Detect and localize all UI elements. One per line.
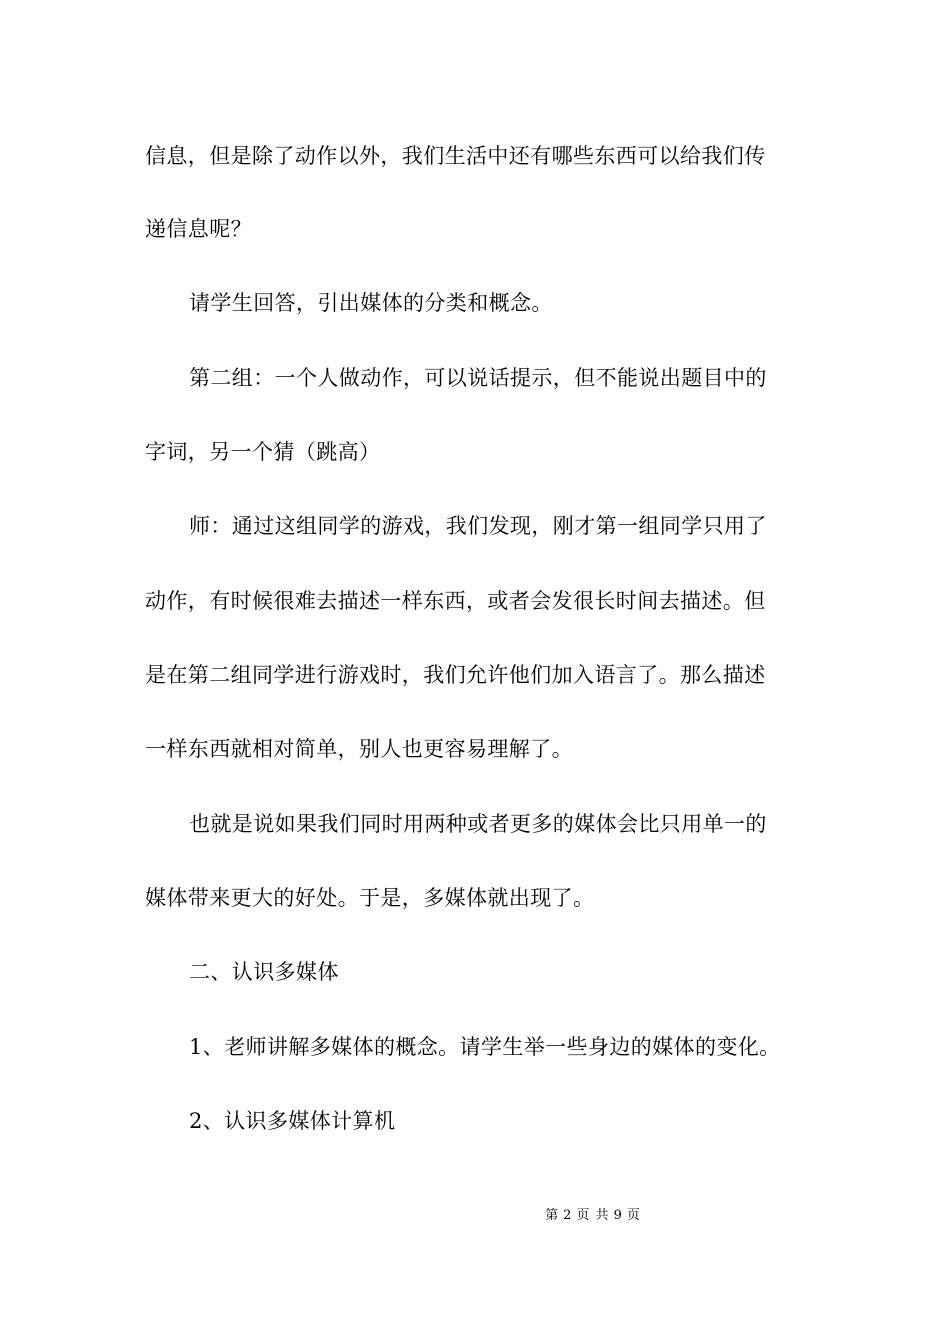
paragraph-line: 一样东西就相对简单，别人也更容易理解了。 <box>145 737 573 761</box>
paragraph-line: 媒体带来更大的好处。于是，多媒体就出现了。 <box>145 886 595 910</box>
footer-total-pages: 9 <box>613 1208 623 1223</box>
footer-prefix: 第 <box>545 1208 560 1223</box>
section-heading: 二、认识多媒体 <box>189 960 339 984</box>
paragraph-line: 字词，另一个猜（跳高） <box>145 440 381 464</box>
paragraph-line: 信息，但是除了动作以外，我们生活中还有哪些东西可以给我们传 <box>145 144 766 168</box>
footer-mid: 页 共 <box>576 1208 610 1223</box>
page-footer <box>0 1207 950 1225</box>
paragraph-line: 师：通过这组同学的游戏，我们发现，刚才第一组同学只用了 <box>189 514 767 538</box>
paragraph-line: 第二组：一个人做动作，可以说话提示，但不能说出题目中的 <box>189 366 767 390</box>
paragraph-line: 是在第二组同学进行游戏时，我们允许他们加入语言了。那么描述 <box>145 663 766 687</box>
list-item: 1、老师讲解多媒体的概念。请学生举一些身边的媒体的变化。 <box>189 1035 781 1059</box>
list-item: 2、认识多媒体计算机 <box>189 1109 396 1133</box>
paragraph-line: 递信息呢？ <box>145 217 252 241</box>
paragraph-line: 也就是说如果我们同时用两种或者更多的媒体会比只用单一的 <box>189 812 767 836</box>
paragraph-line: 请学生回答，引出媒体的分类和概念。 <box>189 291 553 315</box>
paragraph-line: 动作，有时候很难去描述一样东西，或者会发很长时间去描述。但 <box>145 589 766 613</box>
footer-current-page: 2 <box>563 1208 573 1223</box>
footer-suffix: 页 <box>626 1208 641 1223</box>
